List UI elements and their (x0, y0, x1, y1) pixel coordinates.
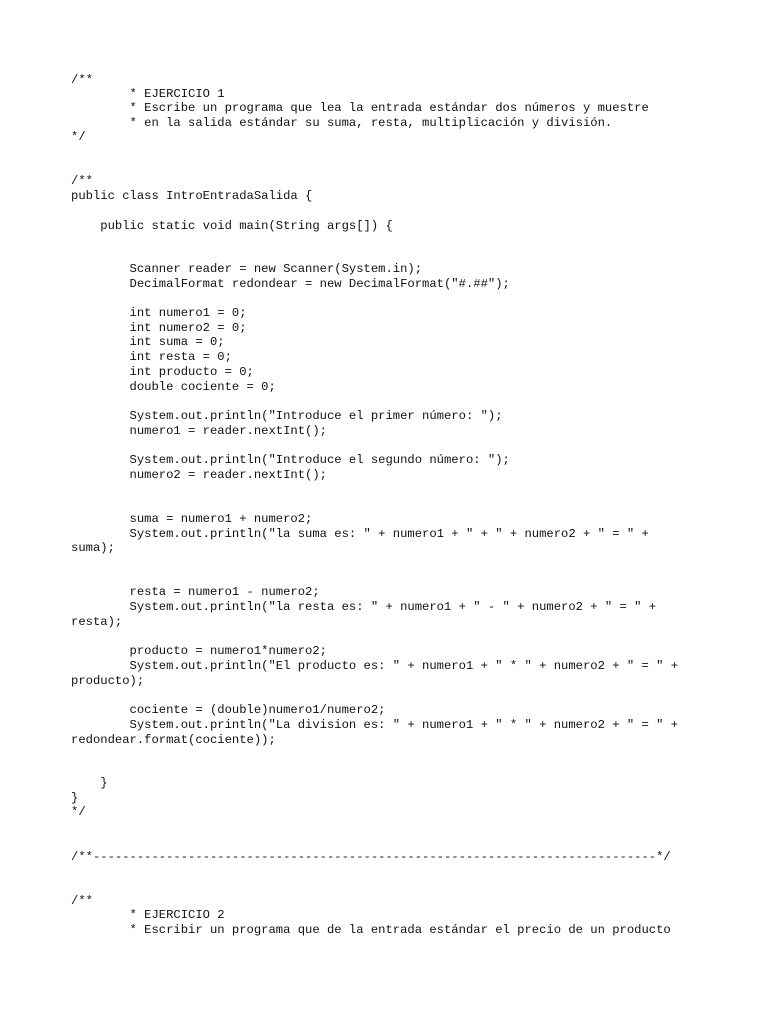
code-line: numero2 = reader.nextInt(); (71, 468, 327, 482)
code-line: cociente = (double)numero1/numero2; (71, 703, 386, 717)
code-line: System.out.println("La division es: " + numero1 + " * " + numero2 + " = " + (71, 718, 679, 732)
code-line: producto = numero1*numero2; (71, 644, 327, 658)
code-line: System.out.println("la resta es: " + numero1 + " - " + numero2 + " = " + (71, 600, 657, 614)
code-line: * EJERCICIO 2 (71, 908, 225, 922)
code-line: int numero2 = 0; (71, 321, 247, 335)
code-line: suma); (71, 541, 115, 555)
code-line: } (71, 776, 108, 790)
code-line: System.out.println("Introduce el primer número: "); (71, 409, 503, 423)
separator-line: /**-----------------------------------------------------------------------------*/ (71, 850, 671, 864)
code-line: int resta = 0; (71, 350, 232, 364)
code-line: resta); (71, 615, 123, 629)
code-line: System.out.println("Introduce el segundo número: "); (71, 453, 510, 467)
code-line: System.out.println("El producto es: " + numero1 + " * " + numero2 + " = " + (71, 659, 679, 673)
code-line: int suma = 0; (71, 335, 225, 349)
code-line: public class IntroEntradaSalida { (71, 189, 313, 203)
code-line: Scanner reader = new Scanner(System.in); (71, 262, 423, 276)
code-line: suma = numero1 + numero2; (71, 512, 313, 526)
code-line: */ (71, 805, 86, 819)
code-line: double cociente = 0; (71, 380, 276, 394)
code-line: /** (71, 894, 93, 908)
code-line: * Escribe un programa que lea la entrada estándar dos números y muestre (71, 101, 649, 115)
code-line: DecimalFormat redondear = new DecimalFormat("#.##"); (71, 277, 510, 291)
code-line: resta = numero1 - numero2; (71, 585, 320, 599)
code-line: public static void main(String args[]) { (71, 219, 393, 233)
code-line: producto); (71, 674, 145, 688)
code-line: * Escribir un programa que de la entrada estándar el precio de un producto (71, 923, 671, 937)
code-line: System.out.println("la suma es: " + numero1 + " + " + numero2 + " = " + (71, 527, 649, 541)
code-line: */ (71, 130, 86, 144)
code-line: int numero1 = 0; (71, 306, 247, 320)
code-line: } (71, 791, 79, 805)
code-line: * en la salida estándar su suma, resta, multiplicación y división. (71, 116, 613, 130)
code-line: int producto = 0; (71, 365, 254, 379)
code-line: /** (71, 174, 93, 188)
code-line: * EJERCICIO 1 (71, 87, 225, 101)
code-line: numero1 = reader.nextInt(); (71, 424, 327, 438)
code-line: /** (71, 73, 93, 87)
code-line: redondear.format(cociente)); (71, 733, 276, 747)
